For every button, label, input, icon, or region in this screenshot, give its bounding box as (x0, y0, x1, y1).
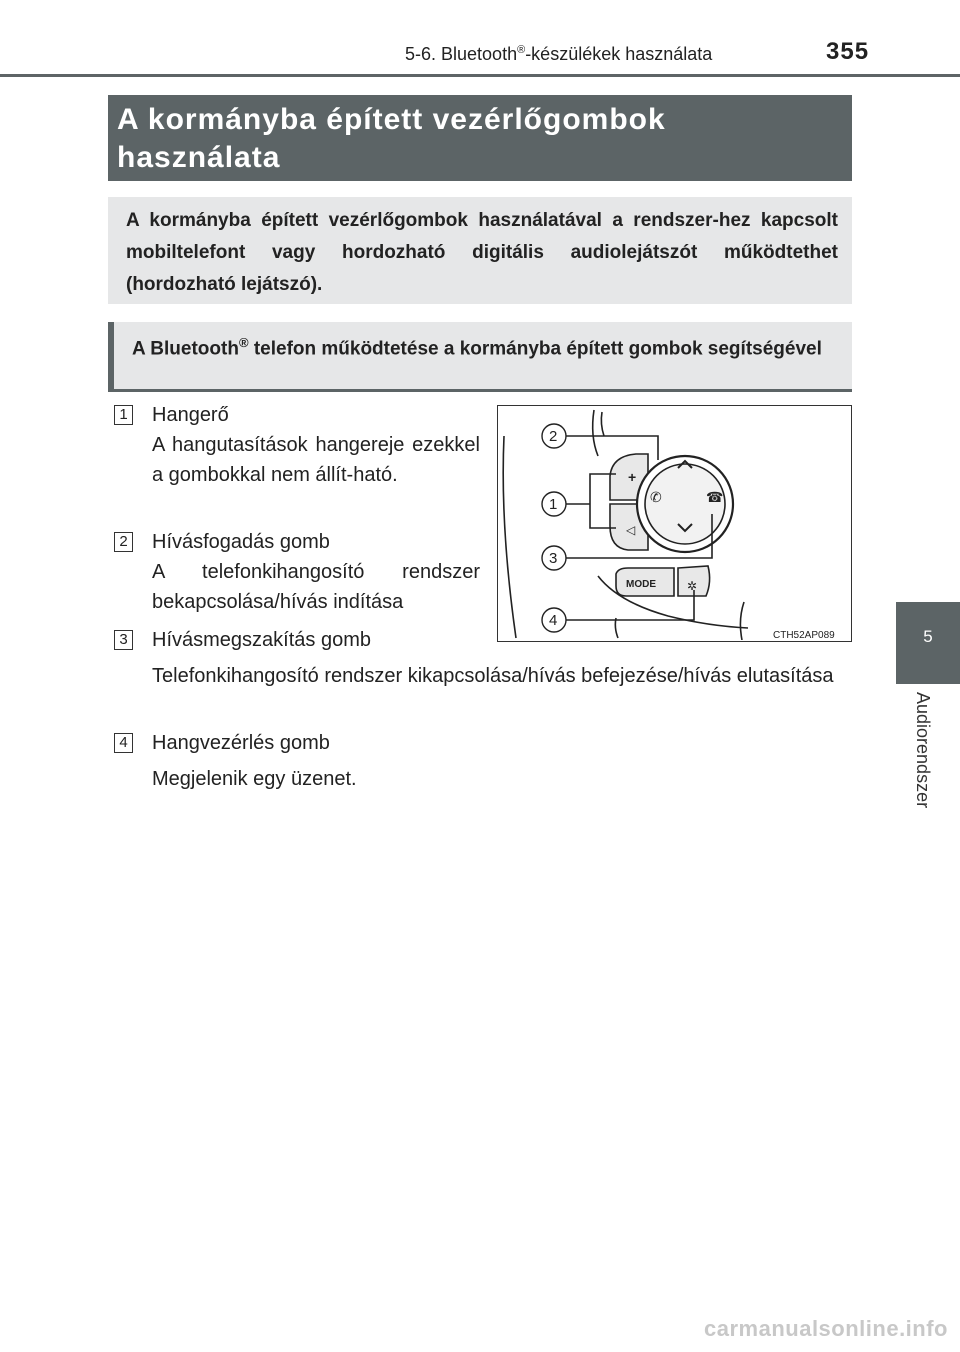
wheel-rim-top (593, 410, 598, 456)
chapter-label: Audiorendszer (913, 692, 933, 809)
page-number: 355 (826, 38, 870, 65)
section-title (108, 95, 852, 181)
item-description: Megjelenik egy üzenet. (152, 768, 357, 790)
item-number: 4 (114, 733, 133, 753)
item-title: Hívásfogadás gomb (152, 531, 330, 553)
steering-switch-figure (497, 405, 852, 642)
item-number: 1 (114, 405, 133, 425)
item-title: Hangvezérlés gomb (152, 732, 330, 754)
item-title: Hangerő (152, 404, 229, 426)
subheading-suffix: telefon működtetése a kormányba épített gombok segítségével (248, 338, 822, 360)
subheading (108, 322, 852, 392)
wheel-rim-left (503, 436, 516, 638)
subheading-registered-mark: ® (238, 335, 249, 350)
header-title-prefix: 5-6. Bluetooth (405, 44, 518, 64)
running-header (405, 44, 765, 65)
callout-3-label: 3 (549, 550, 558, 567)
mode-label: MODE (626, 579, 656, 590)
header-title-suffix: -készülékek használata (525, 44, 713, 64)
watermark: carmanualsonline.info (704, 1316, 948, 1341)
subheading-prefix: A Bluetooth (132, 338, 239, 360)
callout-1-label: 1 (549, 496, 558, 513)
phone-hangup-icon: ☎ (706, 489, 724, 505)
phone-pickup-icon: ✆ (650, 489, 662, 505)
item-number: 3 (114, 630, 133, 650)
intro-text: A kormányba épített vezérlőgombok használatával a rendszer-hez kapcsolt mobiltelefont vagy hordozható digitális audiolejátszót működtethet (hordozható lejátszó). (108, 197, 852, 304)
figure-code: CTH52AP089 (773, 630, 835, 640)
callout-1-leader (564, 474, 616, 528)
section-title-line1: A kormányba épített vezérlőgombok (117, 103, 666, 136)
speaker-glyph: ◁ (626, 523, 636, 537)
item-description: Telefonkihangosító rendszer kikapcsolása/hívás befejezése/hívás elutasítása (152, 665, 834, 687)
header-divider (0, 74, 960, 77)
voice-icon: ✲ (687, 579, 698, 593)
plus-glyph: + (628, 469, 637, 485)
item-description: A hangutasítások hangereje ezekkel a gombokkal nem állít-ható. (152, 434, 480, 486)
header-registered-mark: ® (517, 44, 526, 56)
steering-switch-illustration (498, 406, 850, 640)
callout-2-label: 2 (549, 428, 558, 445)
item-title: Hívásmegszakítás gomb (152, 629, 371, 651)
item-number: 2 (114, 532, 133, 552)
item-description: A telefonkihangosító rendszer bekapcsolása/hívás indítása (152, 561, 480, 613)
section-title-line2: használata (117, 141, 281, 174)
chapter-tab: 5 (896, 602, 960, 684)
callout-4-label: 4 (549, 612, 558, 629)
